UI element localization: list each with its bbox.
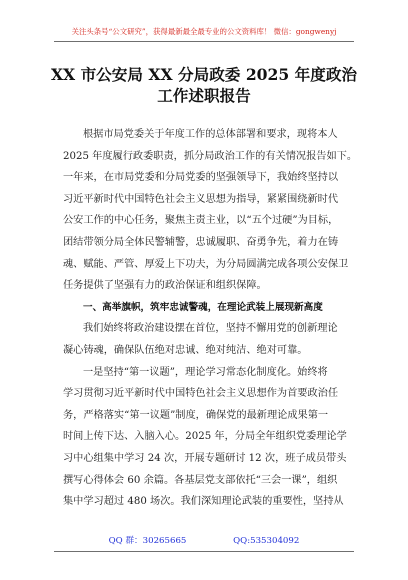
text-line: 任务提供了坚强有力的政治保证和组织保障。 (63, 280, 267, 292)
text-line: 时间上传下达、入脑入心。2025 年，分局全年组织党委理论学 (63, 431, 347, 443)
text-line: 务，严格落实“第一议题”制度，确保党的最新理论成果第一 (63, 409, 329, 421)
footer-qq: QQ:535304092 (233, 536, 300, 546)
footer-qq-group: QQ 群：30265665 (108, 536, 187, 546)
text-line: 学习贯彻习近平新时代中国特色社会主义思想作为首要政治任 (63, 388, 339, 400)
title-line: XX 市公安局 XX 分局政委 2025 年度政治 (50, 65, 358, 84)
text-line: 魂、赋能、严管、厚爱上下功夫，为分局圆满完成各项公安保卫 (63, 258, 349, 270)
text-line: 我们始终将政治建设摆在首位，坚持不懈用党的创新理论 (83, 323, 338, 335)
body-paragraphs (63, 124, 358, 513)
footer-contacts (0, 535, 408, 547)
header-banner: 关注头条号“公文研究”，获得最新最全最专业的公文资料库！ 微信：gongwenyj (71, 27, 337, 36)
text-line: 一是坚持“第一议题”，理论学习常态化制度化。始终将 (83, 366, 328, 378)
text-line: 一年来，在市局党委和分局党委的坚强领导下，我始终坚持以 (63, 172, 339, 184)
text-line: 团结带领分局全体民警辅警，忠诚履职、奋勇争先，着力在铸 (63, 236, 339, 248)
text-line: 凝心铸魂，确保队伍绝对忠诚、绝对纯洁、绝对可靠。 (63, 344, 308, 356)
text-line: 2025 年度履行政委职责，抓分局政治工作的有关情况报告如下。 (63, 150, 358, 162)
text-line: 习近平新时代中国特色社会主义思想为指导，紧紧围绕新时代 (63, 193, 339, 205)
text-line: 习中心组集中学习 24 次，开展专题研讨 12 次，班子成员带头 (63, 452, 347, 464)
section-heading: 一、高举旗帜，筑牢忠诚警魂，在理论武装上展现新高度 (83, 301, 323, 313)
text-line: 公安工作的中心任务，聚焦主责主业，以“五个过硬”为目标， (63, 215, 339, 227)
text-line: 集中学习超过 480 场次。我们深知理论武装的重要性，坚持从 (63, 496, 344, 508)
header-divider (54, 41, 354, 42)
text-line: 撰写心得体会 60 余篇。各基层党支部依托“三会一课”，组织 (63, 474, 338, 486)
text-line: 根据市局党委关于年度工作的总体部署和要求，现将本人 (83, 129, 338, 140)
document-title (40, 64, 368, 106)
footer-divider (54, 551, 354, 552)
title-line: 工作述职报告 (157, 86, 251, 105)
